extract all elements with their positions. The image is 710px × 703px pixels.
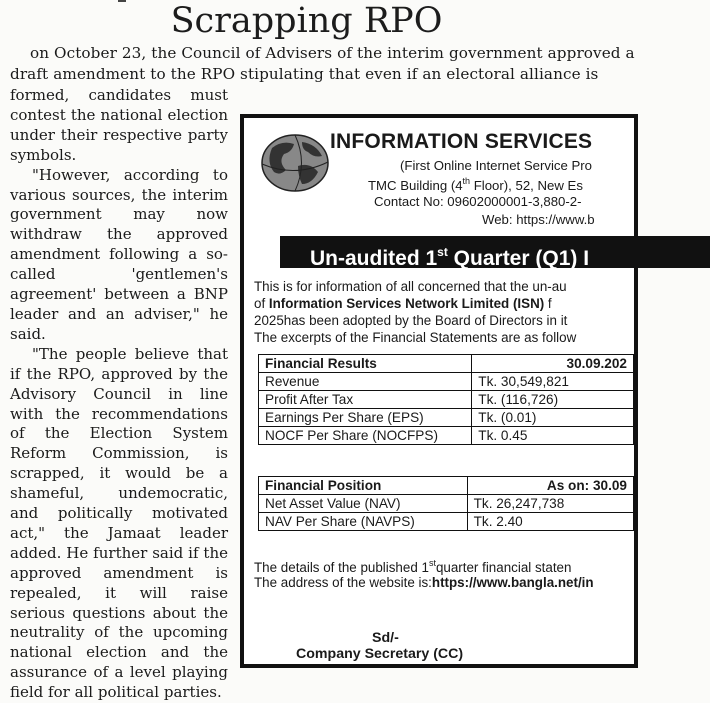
table-row: [259, 373, 634, 391]
row-label: Revenue: [259, 373, 472, 391]
company-contact: Contact No: 09602000001-3,880-2-: [374, 194, 582, 209]
table-header: Financial Position: [259, 477, 468, 495]
website-line: The address of the website is:https://www.bangla.net/in: [254, 575, 594, 590]
paragraph: formed, candidates must contest the national election under their respective party symbols.: [10, 86, 228, 164]
table-row: [259, 495, 634, 513]
signature: Sd/-: [372, 630, 399, 646]
row-label: NAV Per Share (NAVPS): [259, 513, 468, 531]
paragraph: "The people believe that if the RPO, approved by the Advisory Council in line with the recommendations of the Election System Reform Commission, is scrapped, it would be a shameful, undemocratic, and politically motivated act," the Jamaat leader added. He further said if the approved amendment is repealed, it will raise serious questions about the neutrality of the upcoming national election and the assurance of a level playing field for all political parties.: [10, 344, 228, 702]
table-header-row: [259, 477, 634, 495]
lead-line-2: draft amendment to the RPO stipulating that even if an electoral alliance is: [10, 65, 599, 83]
table-row: [259, 409, 634, 427]
table-header: Financial Results: [259, 355, 472, 373]
website-link[interactable]: https://www.bangla.net/in: [431, 575, 594, 590]
table-header: 30.09.202: [472, 355, 634, 373]
company-name: INFORMATION SERVICES: [330, 130, 593, 153]
lead-line-1: on October 23, the Council of Advisers of the interim government approved a: [30, 44, 635, 62]
table-row: [259, 427, 634, 445]
intro-line: of Information Services Network Limited (ISN) f: [254, 296, 552, 311]
table-row: [259, 391, 634, 409]
signatory-title: Company Secretary (CC): [296, 646, 464, 662]
intro-line: The excerpts of the Financial Statements are as follow: [254, 330, 577, 345]
article-headline: Scrapping RPO: [170, 1, 443, 41]
company-web: Web: https://www.b: [482, 212, 595, 227]
row-label: Earnings Per Share (EPS): [259, 409, 472, 427]
paragraph: "However, according to various sources, the interim government may now withdraw the approved amendment following a so-called 'gentlemen's agreement' between a BNP leader and an adviser," he said.: [10, 165, 228, 343]
globe-logo-icon: [258, 132, 332, 194]
table-row: [259, 513, 634, 531]
financial-advertisement: [240, 114, 638, 668]
company-tagline: (First Online Internet Service Pro: [400, 158, 593, 173]
table-header-row: [259, 355, 634, 373]
row-value: Tk. 0.45: [472, 427, 634, 445]
financial-position-table: [258, 476, 634, 531]
details-line: The details of the published 1stquarter financial staten: [254, 558, 572, 575]
row-value: Tk. 2.40: [467, 513, 633, 531]
row-value: Tk. 30,549,821: [472, 373, 634, 391]
company-address: TMC Building (4th Floor), 52, New Es: [368, 176, 583, 193]
financial-results-table: [258, 354, 634, 445]
table-header: As on: 30.09: [467, 477, 633, 495]
row-value: Tk. 26,247,738: [467, 495, 633, 513]
row-value: Tk. (116,726): [472, 391, 634, 409]
article-column: [10, 86, 228, 703]
intro-line: This is for information of all concerned that the un-au: [254, 279, 567, 294]
row-value: Tk. (0.01): [472, 409, 634, 427]
row-label: Profit After Tax: [259, 391, 472, 409]
row-label: Net Asset Value (NAV): [259, 495, 468, 513]
intro-line: 2025has been adopted by the Board of Directors in it: [254, 313, 568, 328]
report-banner: Un-audited 1st Quarter (Q1) I: [280, 236, 710, 268]
row-label: NOCF Per Share (NOCFPS): [259, 427, 472, 445]
